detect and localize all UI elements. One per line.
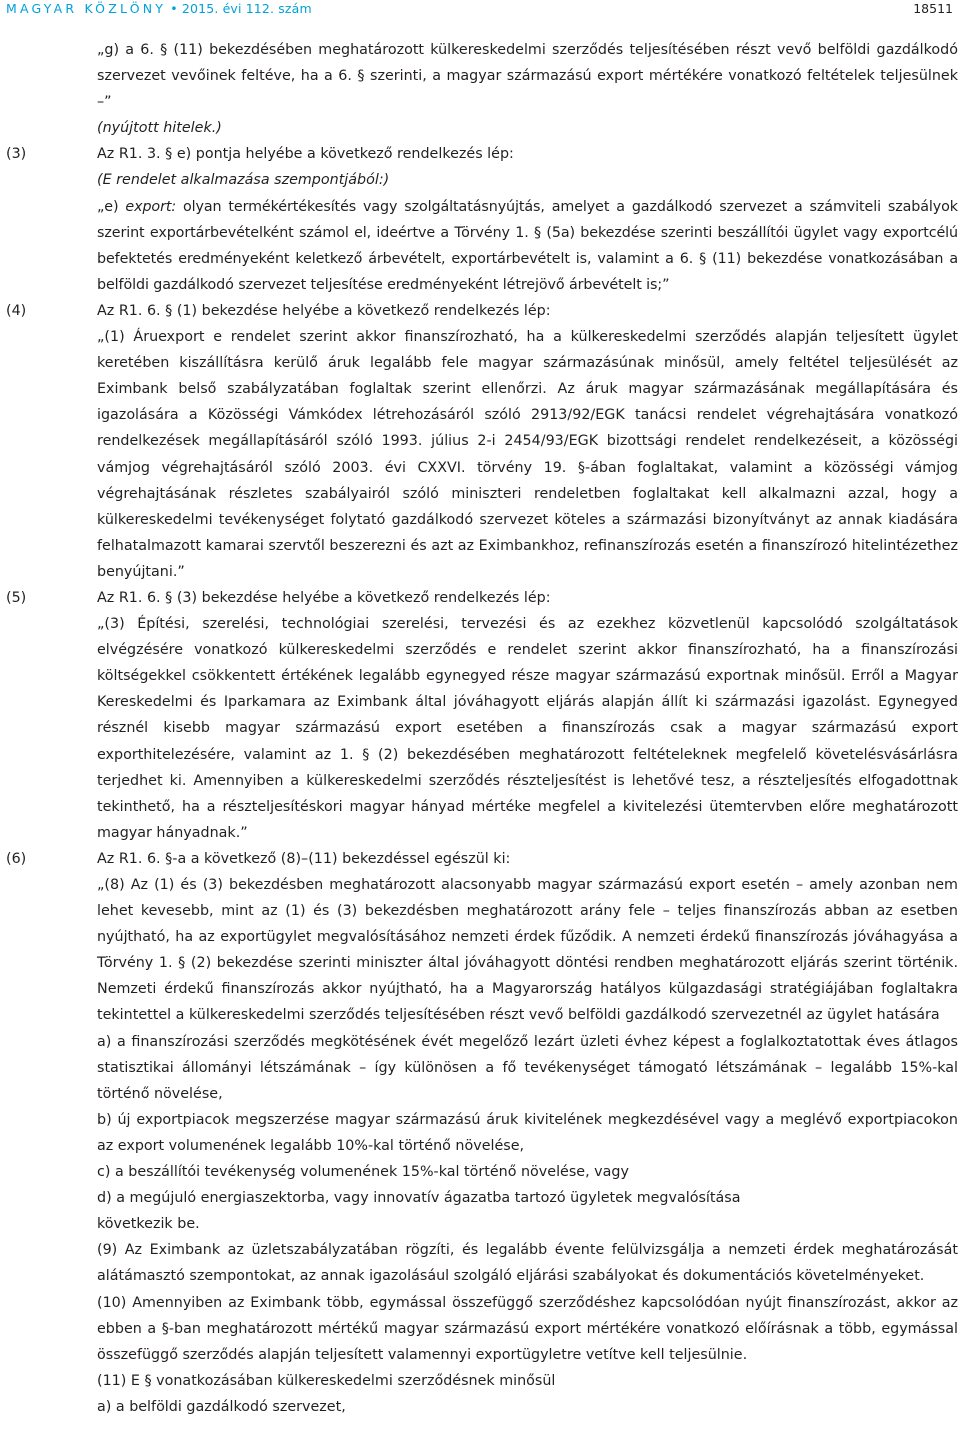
item-instruction: Az R1. 6. § (1) bekezdése helyébe a következő rendelkezés lép:: [97, 302, 551, 319]
paragraph-8-d: d) a megújuló energiaszektorba, vagy innovatív ágazatba tartozó ügyletek megvalósítása: [97, 1190, 741, 1207]
item-instruction: Az R1. 3. § e) pontja helyébe a következő rendelkezés lép:: [97, 146, 514, 163]
g-heading-text: (nyújtott hitelek.): [97, 120, 222, 137]
paragraph-8: „(8) Az (1) és (3) bekezdésben meghatározott alacsonyabb magyar származású export esetén – amely azonban nem lehet kevesebb, mint az (1) és (3) bekezdésben meghatározott arány fele – teljes finanszírozás abban az esetben nyújtható, ha az exportügylet megvalósításához nemzeti érdek fűződik. A nemzeti érdekű finanszírozás jóváhagyása a Törvény 1. § (2) bekezdése szerinti miniszter által jóváhagyott döntési rendben meghatározott eljárás szerint történik. Nemzeti érdekű finanszírozás akkor nyújtható, ha a Magyarország hatályos külgazdasági stratégiájában foglaltakra tekintettel a külkereskedelmi szerződés teljesítésében részt vevő belföldi gazdálkodó szervezetnél az ügylet hatására: [97, 877, 958, 1024]
quote-prefix: „e): [97, 198, 126, 215]
item-number: (4): [6, 302, 27, 319]
g-clause: „g) a 6. § (11) bekezdésében meghatározott külkereskedelmi szerződés teljesítésében részt vevő belföldi gazdálkodó szervezet vevőinek feltéve, ha a 6. § szerinti, a magyar származású export mértékére vonatkozó feltételek teljesülnek –”: [97, 42, 958, 111]
item-number: (6): [6, 850, 27, 867]
amendment-item-3: [6, 141, 958, 298]
page-header: [0, 0, 960, 28]
issue-info: 2015. évi 112. szám: [181, 1, 312, 16]
quoted-provision: „(3) Építési, szerelési, technológiai szerelési, tervezési és az ezekhez közvetlenül kapcsolódó szolgáltatások elvégzésére vonatkozó külkereskedelmi szerződés e rendelet szerint akkor finanszírozható, ha a finanszírozási költségekkel csökkentett értékének legalább egynegyed része magyar származású exportnak minősül. Erről a Magyar Kereskedelmi és Iparkamara az Eximbank által jóváhagyott eljárás alapján állít ki származási igazolást. Egynegyed résznél kisebb magyar származású export esetében a finanszírozás csak a magyar származású export exporthitelezésére, valamint az 1. § (2) bekezdésében meghatározott feltételeknek megfelelő követelésvásárlásra terjedhet ki. Amennyiben a külkereskedelmi szerződés részteljesítést is lehetővé tesz, a részteljesítés elfogadottnak tekinthető, ha a részteljesítéskori magyar hányad mértéke megfelel a kivitelezési ütemtervben előre meghatározott magyar hányadnak.”: [97, 616, 958, 841]
journal-name: MAGYAR KÖZLÖNY: [6, 1, 167, 16]
paragraph-10: (10) Amennyiben az Eximbank több, egymással összefüggő szerződéshez kapcsolódóan nyújt finanszírozást, akkor az ebben a §-ban meghatározott mértékű magyar származású export mértékére vonatkozó előírásnak a több, egymással összefüggő szerződés alapján teljesített valamennyi exportügyletre vetítve kell teljesülnie.: [97, 1294, 958, 1363]
paragraph-11-a: a) a belföldi gazdálkodó szervezet,: [97, 1398, 346, 1415]
quoted-provision: [97, 194, 958, 298]
header-bullet: •: [170, 1, 178, 16]
item-number: (3): [6, 146, 27, 163]
document-body: [6, 37, 958, 1420]
subheading-text: (E rendelet alkalmazása szempontjából:): [97, 172, 390, 189]
defined-term: export:: [125, 198, 177, 215]
item-instruction: Az R1. 6. §-a a következő (8)–(11) bekezdéssel egészül ki:: [97, 850, 511, 867]
g-heading: [6, 115, 958, 141]
paragraph-11: (11) E § vonatkozásában külkereskedelmi szerződésnek minősül: [97, 1372, 556, 1389]
amendment-item-6: [6, 846, 958, 1420]
item-number: (5): [6, 589, 27, 606]
paragraph-8-c: c) a beszállítói tevékenység volumenének 15%-kal történő növelése, vagy: [97, 1164, 629, 1181]
amendment-item-4: [6, 298, 958, 585]
paragraph-8-end: következik be.: [97, 1216, 200, 1233]
running-header: [6, 1, 312, 16]
paragraph-8-b: b) új exportpiacok megszerzése magyar származású áruk kivitelének megkezdésével vagy a meglévő exportpiacokon az export volumenének legalább 10%-kal történő növelése,: [97, 1111, 958, 1154]
paragraph-8-a: a) a finanszírozási szerződés megkötésének évét megelőző lezárt üzleti évhez képest a foglalkoztatottak éves átlagos statisztikai állományi létszámának – így különösen a fő tevékenységet támogató létszámának – legalább 15%-kal történő növelése,: [97, 1033, 958, 1102]
item-subheading: [97, 167, 958, 193]
item-instruction: Az R1. 6. § (3) bekezdése helyébe a következő rendelkezés lép:: [97, 589, 551, 606]
quoted-provision: „(1) Áruexport e rendelet szerint akkor finanszírozható, ha a külkereskedelmi szerződés alapján teljesített ügylet keretében kiszállításra kerülő áruk legalább fele magyar származásúnak minősül, amely feltétel teljesülését az Eximbank belső szabályzatában foglaltak szerint ellenőrzi. Az áruk magyar származásának megállapítására és igazolására a Közösségi Vámkódex létrehozásáról szóló 2913/92/EGK tanácsi rendelet végrehajtására vonatkozó rendelkezések megállapításáról szóló 1993. július 2-i 2454/93/EGK bizottsági rendelet rendelkezéseit, a közösségi vámjog végrehajtásáról szóló 2003. évi CXXVI. törvény 19. §-ában foglaltakat, valamint a közösségi vámjog végrehajtásának részletes szabályairól szóló miniszteri rendeletben foglaltakat kell alkalmazni azzal, hogy a külkereskedelmi tevékenységet folytató gazdálkodó szervezet köteles a származási bizonyítványt az annak kiadására felhatalmazott kamarai szervtől beszerezni és azt az Eximbankhoz, refinanszírozás esetén a finanszírozó hitelintézethez benyújtani.”: [97, 329, 958, 580]
quote-rest: olyan termékértékesítés vagy szolgáltatásnyújtás, amelyet a gazdálkodó szervezet a számviteli szabályok szerint exportárbevételként számol el, ideértve a Törvény 1. § (5a) bekezdése szerinti beszállítói ügylet vagy exportcélú befektetés eredményeként keletkező árbevételt, exportárbevételt is, valamint a 6. § (11) bekezdése vonatkozásában a belföldi gazdálkodó szervezet teljesítése eredményeként létrejövő árbevételt is;”: [97, 198, 958, 293]
amendment-item-5: [6, 585, 958, 846]
page-number: 18511: [913, 1, 953, 16]
paragraph-9: (9) Az Eximbank az üzletszabályzatában rögzíti, és legalább évente felülvizsgálja a nemzeti érdek meghatározását alátámasztó szempontokat, az annak igazolásául szolgáló eljárási szabályokat és dokumentációs követelményeket.: [97, 1242, 958, 1285]
